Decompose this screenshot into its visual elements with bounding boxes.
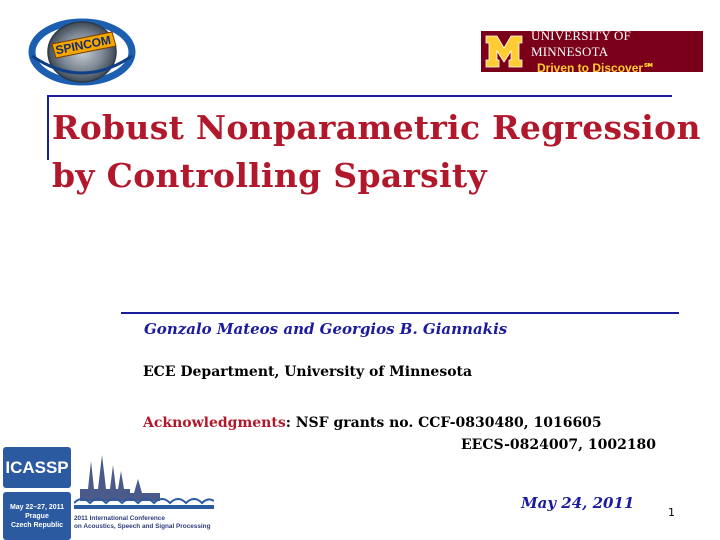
title-rule bbox=[47, 95, 672, 97]
acknowledgments bbox=[143, 415, 602, 431]
icassp-logo bbox=[0, 447, 214, 540]
title-line-1: Robust Nonparametric Regression bbox=[52, 108, 701, 147]
presentation-date: May 24, 2011 bbox=[521, 494, 635, 512]
author-rule bbox=[121, 312, 679, 314]
umn-slogan: Driven to Discover℠ bbox=[537, 60, 656, 75]
icassp-name: ICASSP bbox=[3, 447, 71, 488]
slide-title bbox=[52, 104, 720, 200]
umn-logo bbox=[481, 27, 703, 75]
department: ECE Department, University of Minnesota bbox=[143, 364, 473, 380]
icassp-location bbox=[3, 492, 71, 540]
spincom-logo bbox=[22, 12, 148, 92]
icassp-country: Czech Republic bbox=[10, 521, 64, 529]
acknowledgments-label: Acknowledgments bbox=[143, 415, 286, 431]
prague-skyline-icon bbox=[74, 451, 214, 513]
umn-name: UNIVERSITY OF MINNESOTA bbox=[531, 27, 631, 59]
icassp-dates: May 22–27, 2011 bbox=[9, 503, 65, 511]
spincom-logo-text: SPINCOM bbox=[54, 32, 113, 58]
title-left-bar bbox=[47, 95, 49, 160]
title-line-2: by Controlling Sparsity bbox=[52, 156, 487, 195]
acknowledgments-text: : NSF grants no. CCF-0830480, 1016605 bbox=[285, 415, 602, 431]
icassp-city: Prague bbox=[25, 512, 49, 520]
page-number: 1 bbox=[668, 506, 675, 519]
authors: Gonzalo Mateos and Georgios B. Giannakis bbox=[144, 320, 508, 338]
icassp-conf-line-1: 2011 International Conference bbox=[74, 515, 165, 522]
icassp-conf-line-2: on Acoustics, Speech and Signal Processing bbox=[74, 523, 211, 530]
icassp-conference bbox=[74, 515, 214, 531]
block-m-icon bbox=[481, 31, 527, 72]
acknowledgments-text-2: EECS-0824007, 1002180 bbox=[461, 437, 657, 453]
